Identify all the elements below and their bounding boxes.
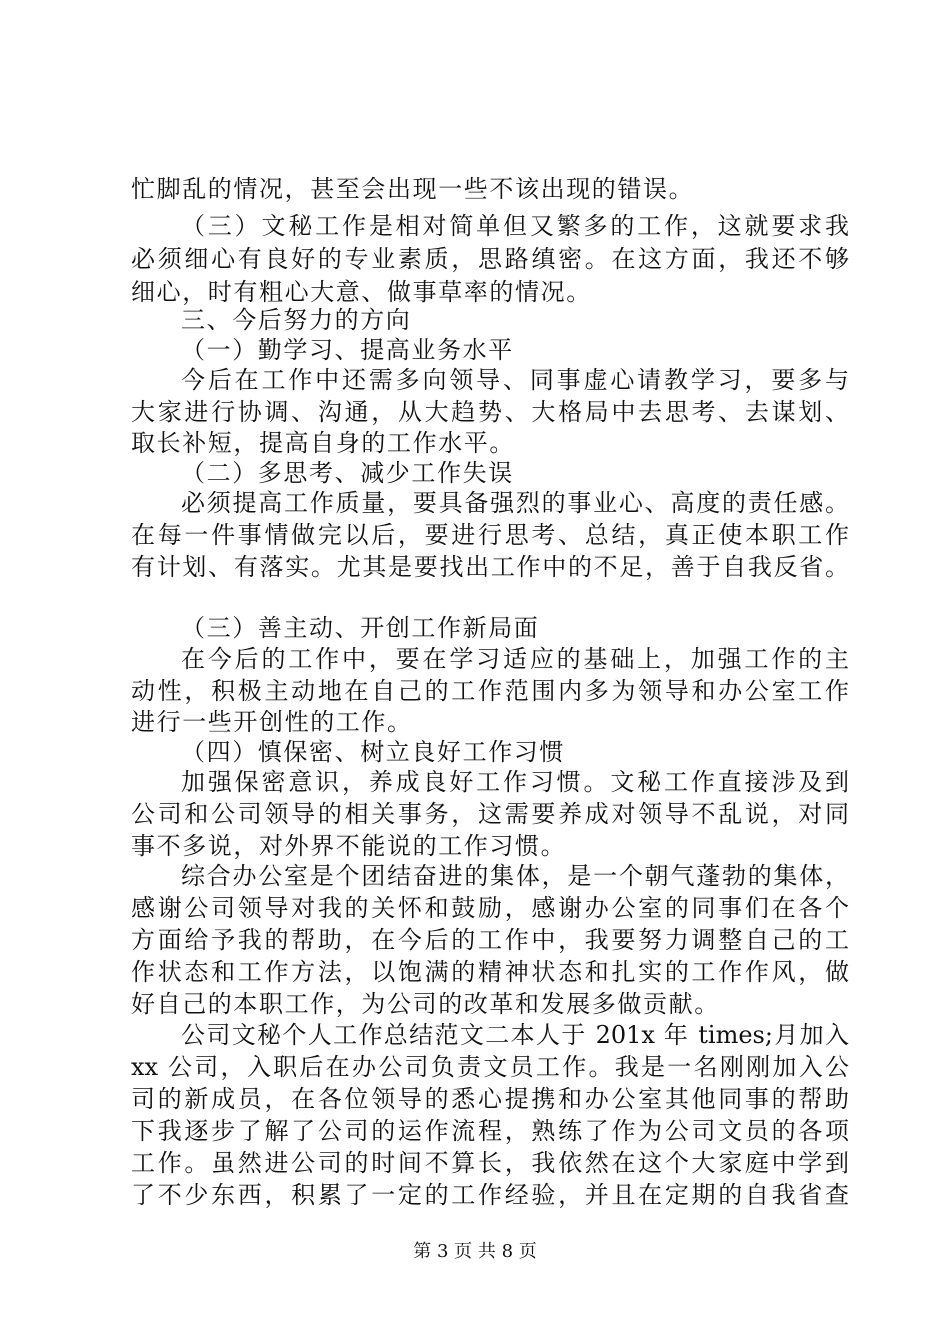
text-line-1: 忙脚乱的情况，甚至会出现一些不该出现的错误。 — [131, 175, 695, 203]
text-line-15: 在今后的工作中，要在学习适应的基础上，加强工作的主 — [181, 645, 849, 673]
text-line-16: 动性，积极主动地在自己的工作范围内多为领导和办公室工作 — [131, 677, 849, 705]
text-line-28: xx 公司，入职后在办公司负责文员工作。我是一名刚刚加入公 — [131, 1053, 849, 1081]
text-line-13: 有计划、有落实。尤其是要找出工作中的不足，善于自我反省。 — [131, 553, 849, 581]
subheading-2: （二）多思考、减少工作失误 — [181, 459, 514, 487]
text-line-8: 大家进行协调、沟通，从大趋势、大格局中去思考、去谋划、 — [131, 398, 849, 426]
text-line-3: 必须细心有良好的专业素质，思路缜密。在这方面，我还不够 — [131, 245, 849, 273]
text-line-17: 进行一些开创性的工作。 — [131, 708, 413, 736]
text-line-21: 事不多说，对外界不能说的工作习惯。 — [131, 832, 567, 860]
text-line-30: 下我逐步了解了公司的运作流程，熟练了作为公司文员的各项 — [131, 1117, 849, 1145]
subheading-1: （一）勤学习、提高业务水平 — [181, 336, 514, 364]
text-line-2: （三）文秘工作是相对简单但又繁多的工作，这就要求我 — [181, 212, 849, 240]
text-line-9: 取长补短，提高自身的工作水平。 — [131, 429, 515, 457]
text-line-32: 了不少东西，积累了一定的工作经验，并且在定期的自我省查 — [131, 1181, 849, 1209]
page-number-footer: 第 3 页 共 8 页 — [413, 1241, 537, 1262]
text-line-31: 工作。虽然进公司的时间不算长，我依然在这个大家庭中学到 — [131, 1149, 849, 1177]
text-line-4: 细心，时有粗心大意、做事草率的情况。 — [131, 278, 592, 306]
text-line-12: 在每一件事情做完以后，要进行思考、总结，真正使本职工作 — [131, 521, 849, 549]
text-line-26: 好自己的本职工作，为公司的改革和发展多做贡献。 — [131, 990, 720, 1018]
text-line-25: 作状态和工作方法，以饱满的精神状态和扎实的工作作风，做 — [131, 958, 849, 986]
text-line-22: 综合办公室是个团结奋进的集体，是一个朝气蓬勃的集体， — [181, 862, 849, 890]
text-line-27: 公司文秘个人工作总结范文二本人于 201x 年 times;月加入 — [181, 1021, 849, 1049]
text-line-19: 加强保密意识，养成良好工作习惯。文秘工作直接涉及到 — [181, 768, 849, 796]
subheading-4: （四）慎保密、树立良好工作习惯 — [181, 738, 565, 766]
text-line-24: 方面给予我的帮助，在今后的工作中，我要努力调整自己的工 — [131, 926, 849, 954]
text-line-11: 必须提高工作质量，要具备强烈的事业心、高度的责任感。 — [181, 489, 849, 517]
subheading-3: （三）善主动、开创工作新局面 — [181, 614, 540, 642]
section-heading-3: 三、今后努力的方向 — [181, 306, 412, 334]
text-line-20: 公司和公司领导的相关事务，这需要养成对领导不乱说，对同 — [131, 800, 849, 828]
text-line-23: 感谢公司领导对我的关怀和鼓励，感谢办公室的同事们在各个 — [131, 894, 849, 922]
text-line-7: 今后在工作中还需多向领导、同事虚心请教学习，要多与 — [181, 366, 849, 394]
text-line-29: 司的新成员，在各位领导的悉心提携和办公室其他同事的帮助 — [131, 1085, 849, 1113]
